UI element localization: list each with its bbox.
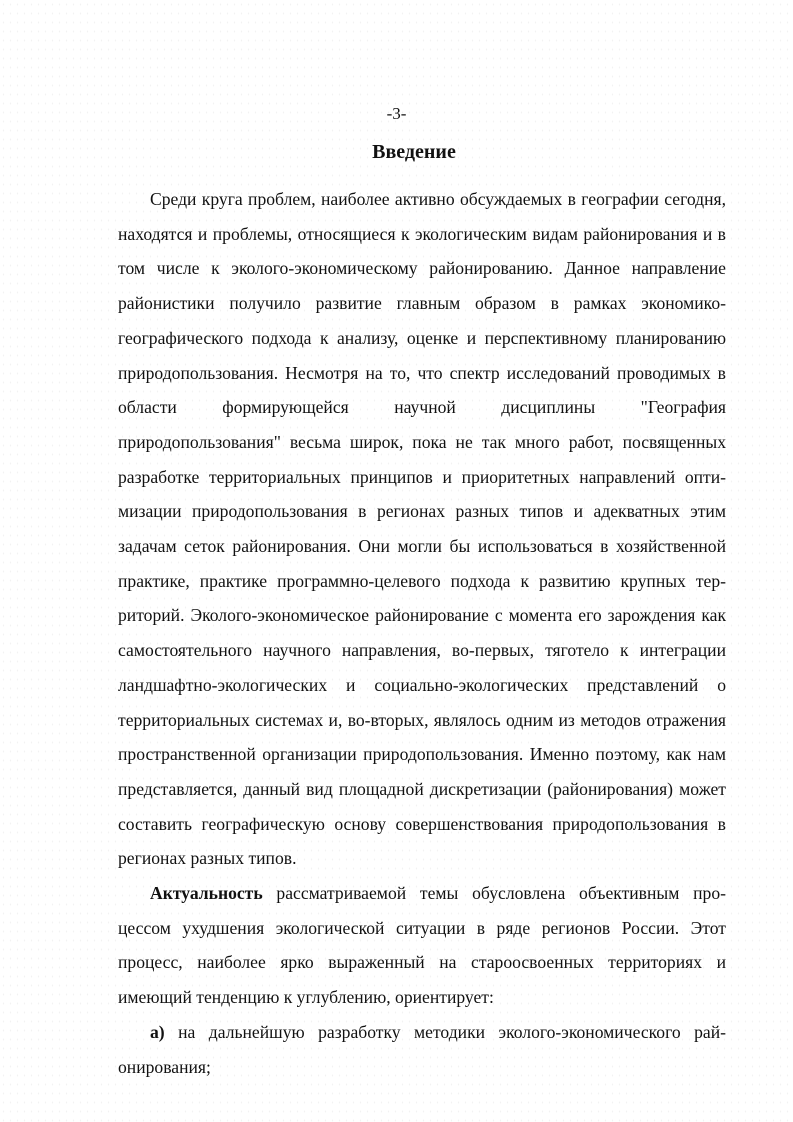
- paragraph-relevance-text: рассматриваемой темы обусловлена объективным процессом ухудшения экологической ситуации в ряде регионов России. Этот процесс, наиболее ярко выраженный на староосвоенных территориях и имеющий тенденцию к углублению, ориентирует:: [118, 883, 726, 1008]
- page-title: Введение: [372, 141, 456, 163]
- relevance-lead: Актуальность: [150, 883, 263, 904]
- paragraph-intro-text: Среди круга проблем, наиболее активно обсуждаемых в географии сегодня, находятся и проблемы, относящиеся к экологическим видам районирования и в том числе к эколого-экономическому районированию. Данное направление районистики получило развитие главным образом в рамках экономико-географического подхода к анализу, оценке и перспективному планированию природопользования. Несмотря на то, что спектр исследований проводимых в области формирующейся научной дисциплины "География природопользования" весьма широк, пока не так много работ, посвященных разработке территориальных принципов и приоритетных направлений оптимизации природопользования в регионах разных типов и адекватных этим задачам сеток районирования. Они могли бы использоваться в хозяйственной практике, практике программно-целевого подхода к развитию крупных территорий. Эколого-экономическое районирование с момента его зарождения как самостоятельного научного направления, во-первых, тяготело к интеграции ландшафтно-экологических и социально-экологических представлений о территориальных системах и, во-вторых, являлось одним из методов отражения пространственной организации природопользования. Именно поэтому, как нам представляется, данный вид площадной дискретизации (районирования) может составить географическую основу совершенствования природопользования в регионах разных типов.: [118, 189, 726, 869]
- paragraph-item-a: [118, 1015, 726, 1084]
- page-number: -3-: [386, 104, 407, 123]
- paragraph-intro: [118, 182, 726, 876]
- paragraph-item-a-text: на дальнейшую разработку методики эколого-экономического районирования;: [118, 1021, 726, 1077]
- paragraph-relevance: [118, 876, 726, 1015]
- item-a-marker: а): [150, 1021, 165, 1042]
- body-text: [118, 182, 726, 1084]
